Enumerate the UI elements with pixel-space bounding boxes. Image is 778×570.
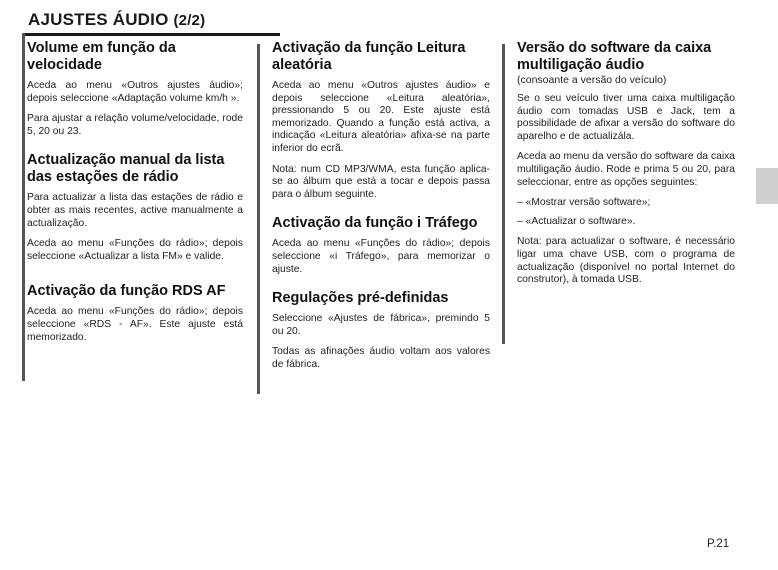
paragraph: Aceda ao menu «Outros ajustes áudio» e depois seleccione «Leitura aleatória», pressionando 5 ou 20. Este ajuste está memorizado. Quando a função está activa, a indicação «Leitura aleatória» afixa-se na parte inferior do ecrã. (272, 80, 490, 154)
column-3 (517, 40, 735, 301)
title-rule (22, 33, 280, 36)
section-heading: Activação da função i Tráfego (272, 215, 478, 232)
page-title-sub: (2/2) (173, 12, 206, 29)
paragraph: Aceda ao menu «Funções do rádio»; depois seleccione «Actualizar a lista FM» e valide. (27, 238, 243, 262)
options-list (517, 197, 735, 228)
list-item: – «Actualizar o software». (517, 216, 735, 229)
paragraph: Seleccione «Ajustes de fábrica», premindo 5 ou 20. (272, 313, 490, 337)
section-i-trafego (272, 215, 490, 276)
paragraph: Todas as afinações áudio voltam aos valores de fábrica. (272, 346, 490, 370)
section-versao-software (517, 40, 735, 287)
section-regulacoes-predefinidas (272, 290, 490, 371)
page-title-main: AJUSTES ÁUDIO (28, 10, 169, 29)
column-2 (272, 40, 490, 386)
list-item: – «Mostrar versão software»; (517, 197, 735, 210)
column-divider-2 (257, 44, 260, 394)
section-rds-af (27, 283, 243, 344)
paragraph: Para ajustar a relação volume/velocidade, rode 5, 20 ou 23. (27, 113, 243, 137)
section-actualizacao-estacoes (27, 152, 243, 263)
paragraph: Para actualizar a lista das estações de rádio e obter as mais recentes, active manualmente a actualização. (27, 192, 243, 229)
paragraph: Se o seu veículo tiver uma caixa multiligação áudio com tomadas USB e Jack, tem a possibilidade de afixar a versão do software do aparelho e de actualizála. (517, 93, 735, 142)
paragraph: Aceda ao menu «Funções do rádio»; depois seleccione «RDS - AF». Este ajuste está memorizado. (27, 306, 243, 343)
paragraph: Aceda ao menu da versão do software da caixa multiligação áudio. Rode e prima 5 ou 20, para seleccionar, entre as opções seguintes: (517, 151, 735, 188)
section-heading: Activação da função Leitura aleatória (272, 40, 466, 73)
note-paragraph: Nota: num CD MP3/WMA, esta função aplica-se ao álbum que está a tocar e depois passa para o álbum seguinte. (272, 163, 490, 200)
column-1 (27, 40, 243, 358)
section-heading: Versão do software da caixa multiligação áudio (517, 40, 712, 73)
section-volume-velocidade (27, 40, 243, 138)
page-number: P.21 (707, 538, 730, 550)
column-divider-1 (22, 33, 25, 381)
section-leitura-aleatoria (272, 40, 490, 201)
side-tab-marker (756, 168, 778, 204)
section-heading: Actualização manual da lista das estações de rádio (27, 152, 225, 186)
section-heading: Regulações pré-definidas (272, 290, 449, 307)
section-heading: Activação da função RDS AF (27, 283, 226, 300)
column-divider-3 (502, 44, 505, 344)
page-title (28, 10, 205, 30)
note-paragraph: Nota: para actualizar o software, é necessário ligar uma chave USB, com o programa de actualização (disponível no portal Internet do construtor), à tomada USB. (517, 236, 735, 286)
paragraph: Aceda ao menu «Funções do rádio»; depois seleccione «i Tráfego», para memorizar o ajuste. (272, 238, 490, 275)
section-heading: Volume em função da velocidade (27, 40, 176, 73)
section-subheading: (consoante a versão do veículo) (517, 74, 667, 86)
paragraph: Aceda ao menu «Outros ajustes áudio»; depois seleccione «Adaptação volume km/h ». (27, 80, 243, 104)
